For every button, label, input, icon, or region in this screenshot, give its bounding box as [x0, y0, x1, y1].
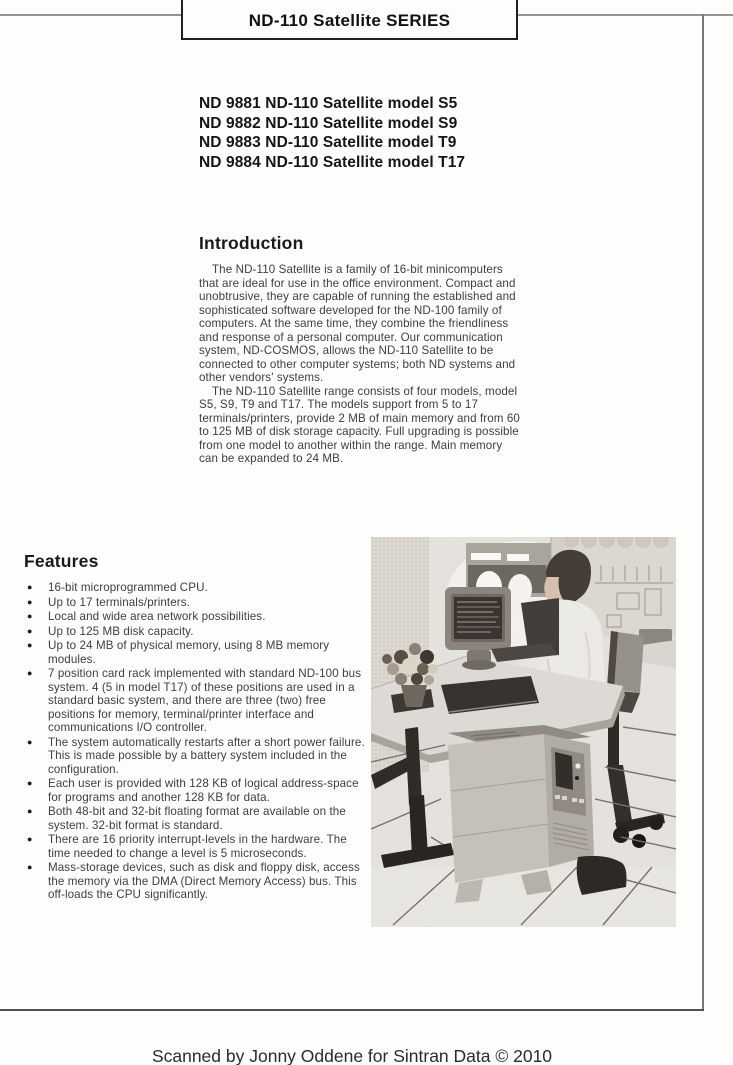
bullet-icon: ●	[27, 806, 33, 816]
feature-item: ● Up to 24 MB of physical memory, using 8 MB memory modules.	[24, 639, 367, 666]
model-line: ND 9881 ND-110 Satellite model S5	[199, 95, 458, 112]
bullet-icon: ●	[27, 862, 33, 872]
bullet-icon: ●	[27, 582, 33, 592]
scan-credit: Scanned by Jonny Oddene for Sintran Data © 2010	[151, 1046, 553, 1065]
bullet-icon: ●	[27, 736, 33, 747]
series-title-box	[181, 0, 518, 40]
series-title: ND-110 Satellite SERIES	[248, 10, 451, 30]
features-list	[24, 581, 367, 902]
feature-item: ● Both 48-bit and 32-bit floating format are available on the system. 32-bit format is standard.	[24, 805, 367, 832]
features-heading: Features	[24, 551, 99, 571]
feature-item: ● Up to 17 terminals/printers.	[24, 596, 367, 610]
workstation-photo	[371, 537, 676, 927]
bullet-icon: ●	[27, 625, 33, 636]
right-frame-rule	[702, 14, 704, 1011]
model-line: ND 9884 ND-110 Satellite model T17	[199, 153, 466, 171]
model-line: ND 9882 ND-110 Satellite model S9	[199, 114, 458, 132]
bottom-frame-rule	[0, 1009, 704, 1011]
feature-item: ● 7 position card rack implemented with standard ND-100 bus system. 4 (5 in model T17) of these positions are used in a standard basic system, and there are three (two) free positions for memory, terminal/printer interface and communications I/O controller.	[24, 667, 367, 735]
model-list	[199, 94, 465, 172]
bullet-icon: ●	[27, 611, 33, 621]
feature-item: ● The system automatically restarts after a short power failure. This is made possible by a battery system included in the configuration.	[24, 736, 367, 777]
feature-item: ● Mass-storage devices, such as disk and floppy disk, access the memory via the DMA (Direct Memory Access) bus. This off-loads the CPU significantly.	[24, 861, 367, 902]
feature-item: ● There are 16 priority interrupt-levels in the hardware. The time needed to change a level is 5 microseconds.	[24, 833, 367, 860]
bullet-icon: ●	[27, 834, 33, 844]
bullet-icon: ●	[27, 668, 33, 678]
introduction-heading: Introduction	[199, 233, 304, 253]
features-section	[24, 551, 367, 903]
feature-item: ● Local and wide area network possibilities.	[24, 610, 367, 624]
introduction-section	[199, 233, 524, 466]
introduction-paragraph: The ND-110 Satellite is a family of 16-bit minicomputers that are ideal for use in the office environment. Compact and unobtrusive, they are capable of running the established and sophisticated software developed for the ND-100 family of computers. At the same time, they combine the friendliness and response of a personal computer. Our communication system, ND-COSMOS, allows the ND-110 Satellite to be connected to other computer systems; both ND systems and other vendors' systems.	[199, 263, 516, 384]
feature-item: ● 16-bit microprogrammed CPU.	[24, 581, 367, 595]
introduction-paragraph: The ND-110 Satellite range consists of four models, model S5, S9, T9 and T17. The models support from 5 to 17 terminals/printers, provide 2 MB of main memory and from 60 to 125 MB of disk storage capacity. Full upgrading is possible from one model to another within the range. Main memory can be expanded to 24 MB.	[199, 384, 520, 465]
bullet-icon: ●	[27, 640, 33, 650]
feature-item: ● Each user is provided with 128 KB of logical address-space for programs and another 128 KB for data.	[24, 777, 367, 804]
model-line: ND 9883 ND-110 Satellite model T9	[199, 134, 457, 151]
feature-item: ● Up to 125 MB disk capacity.	[24, 625, 367, 639]
bullet-icon: ●	[27, 778, 33, 788]
bullet-icon: ●	[27, 596, 33, 607]
